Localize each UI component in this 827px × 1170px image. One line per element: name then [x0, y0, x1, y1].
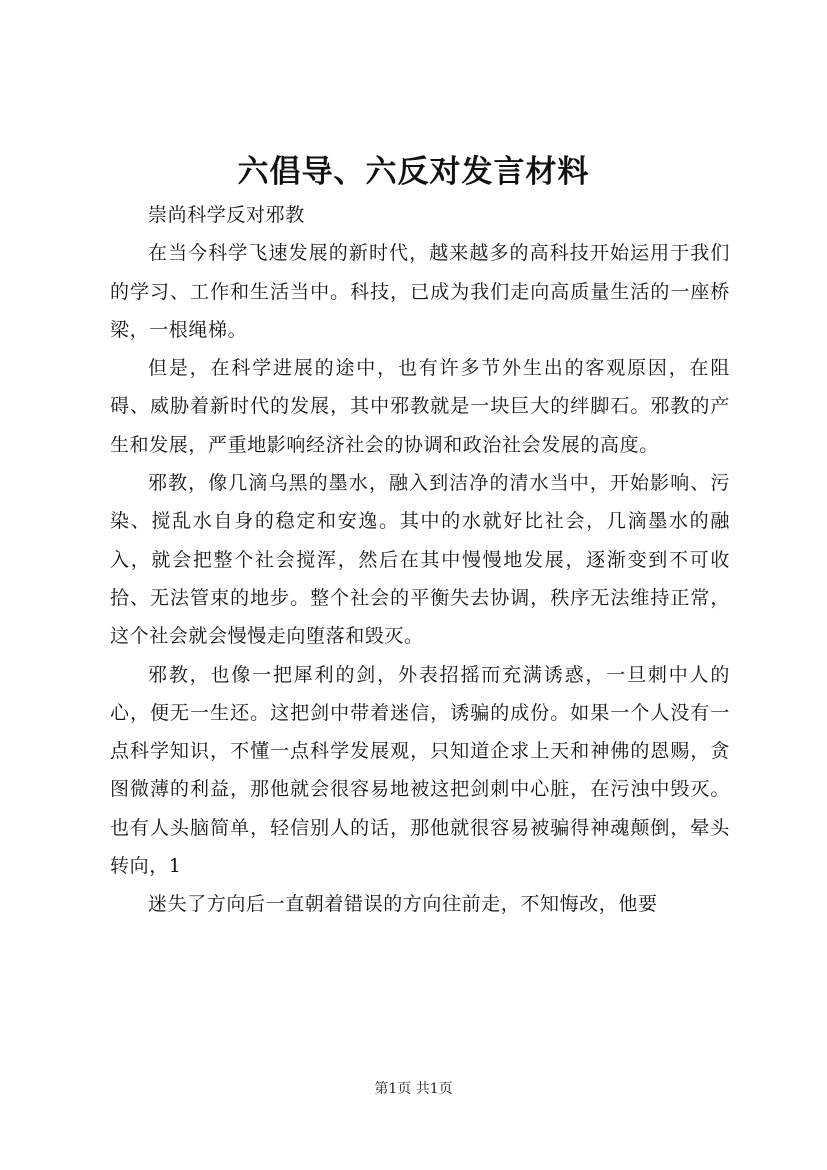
- paragraph-5: 迷失了方向后一直朝着错误的方向往前走，不知悔改，他要: [148, 893, 658, 916]
- document-body: [110, 196, 730, 924]
- page-footer: 第1页 共1页: [374, 1081, 453, 1097]
- paragraph-1: 在当今科学飞速发展的新时代，越来越多的高科技开始运用于我们的学习、工作和生活当中。科技，已成为我们走向高质量生活的一座桥梁，一根绳梯。: [110, 242, 730, 341]
- paragraph-subtitle: 崇尚科学反对邪教: [148, 204, 305, 226]
- document-title: 六倡导、六反对发言材料: [237, 154, 590, 190]
- paragraph-2: 但是，在科学进展的途中，也有许多节外生出的客观原因，在阻碍、威胁着新时代的发展，其中邪教就是一块巨大的绊脚石。邪教的产生和发展，严重地影响经济社会的协调和政治社会发展的高度。: [110, 357, 730, 456]
- paragraph-4: 邪教，也像一把犀利的剑，外表招摇而充满诱惑，一旦刺中人的心，便无一生还。这把剑中带着迷信，诱骗的成份。如果一个人没有一点科学知识，不懂一点科学发展观，只知道企求上天和神佛的恩赐，贪图微薄的利益，那他就会很容易地被这把剑刺中心脏，在污浊中毁灭。也有人头脑简单，轻信别人的话，那他就很容易被骗得神魂颠倒，晕头转向，1: [110, 663, 730, 878]
- paragraph-3: 邪教，像几滴乌黑的墨水，融入到洁净的清水当中，开始影响、污染、搅乱水自身的稳定和安逸。其中的水就好比社会，几滴墨水的融入，就会把整个社会搅浑，然后在其中慢慢地发展，逐渐变到不可收拾、无法管束的地步。整个社会的平衡失去协调，秩序无法维持正常，这个社会就会慢慢走向堕落和毁灭。: [110, 472, 730, 648]
